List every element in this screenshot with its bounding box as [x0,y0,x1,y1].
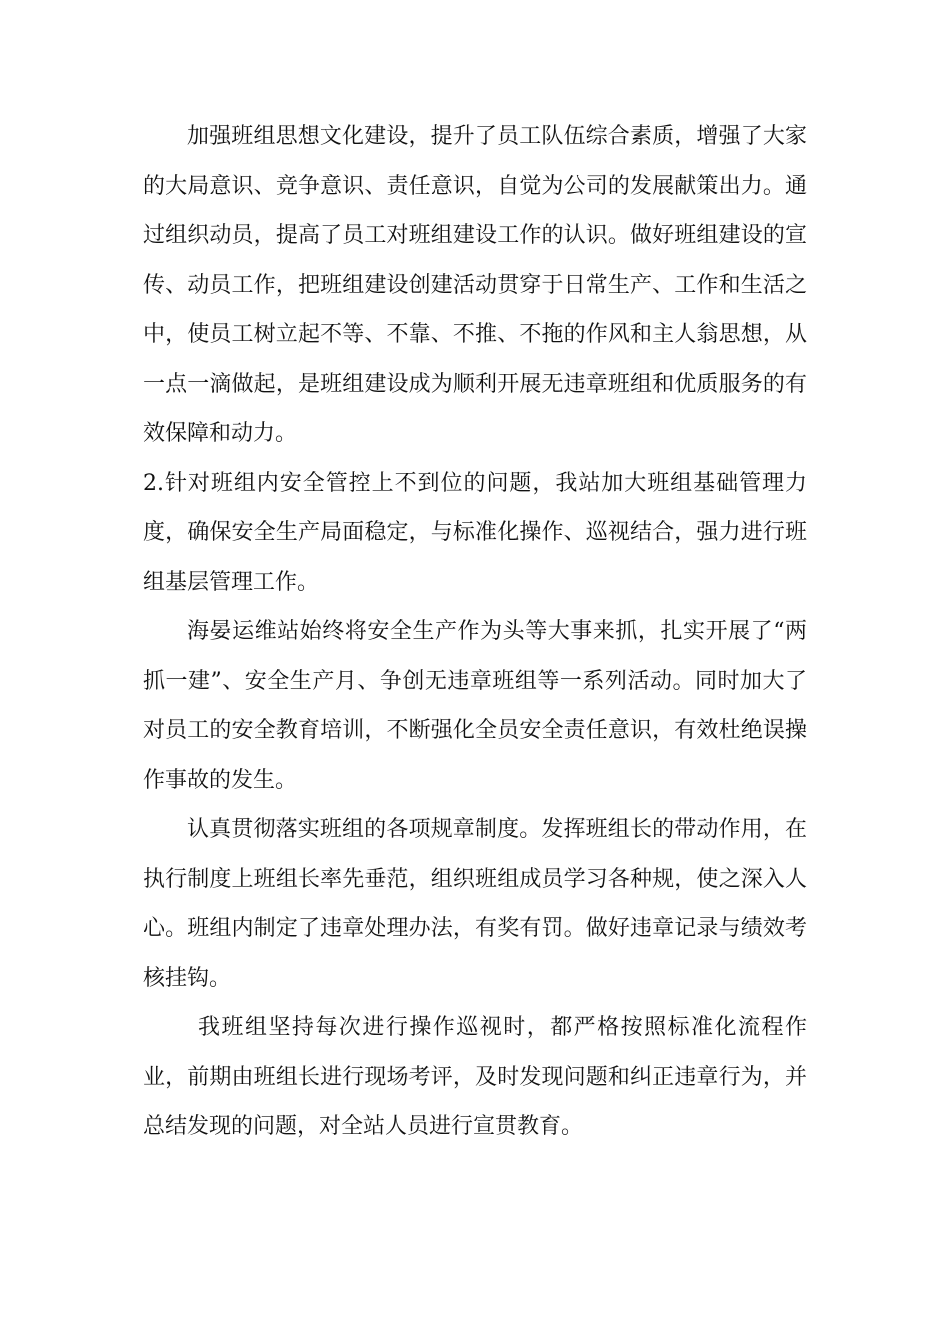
paragraph-1: 加强班组思想文化建设，提升了员工队伍综合素质，增强了大家的大局意识、竞争意识、责任意识，自觉为公司的发展献策出力。通过组织动员，提高了员工对班组建设工作的认识。做好班组建设的宣传、动员工作，把班组建设创建活动贯穿于日常生产、工作和生活之中，使员工树立起不等、不靠、不推、不拖的作风和主人翁思想，从一点一滴做起，是班组建设成为顺利开展无违章班组和优质服务的有效保障和动力。 [143,124,807,446]
paragraph-3: 海晏运维站始终将安全生产作为头等大事来抓，扎实开展了“两抓一建”、安全生产月、争创无违章班组等一系列活动。同时加大了对员工的安全教育培训，不断强化全员安全责任意识，有效杜绝误操作事故的发生。 [143,619,807,793]
document-body [143,112,807,1152]
paragraph-4: 认真贯彻落实班组的各项规章制度。发挥班组长的带动作用，在执行制度上班组长率先垂范，组织班组成员学习各种规，使之深入人心。班组内制定了违章处理办法，有奖有罚。做好违章记录与绩效考核挂钩。 [143,817,807,991]
paragraph-5: 我班组坚持每次进行操作巡视时，都严格按照标准化流程作业，前期由班组长进行现场考评，及时发现问题和纠正违章行为，并总结发现的问题，对全站人员进行宣贯教育。 [143,1015,807,1139]
paragraph-2: 2.针对班组内安全管控上不到位的问题，我站加大班组基础管理力度，确保安全生产局面稳定，与标准化操作、巡视结合，强力进行班组基层管理工作。 [143,470,807,595]
